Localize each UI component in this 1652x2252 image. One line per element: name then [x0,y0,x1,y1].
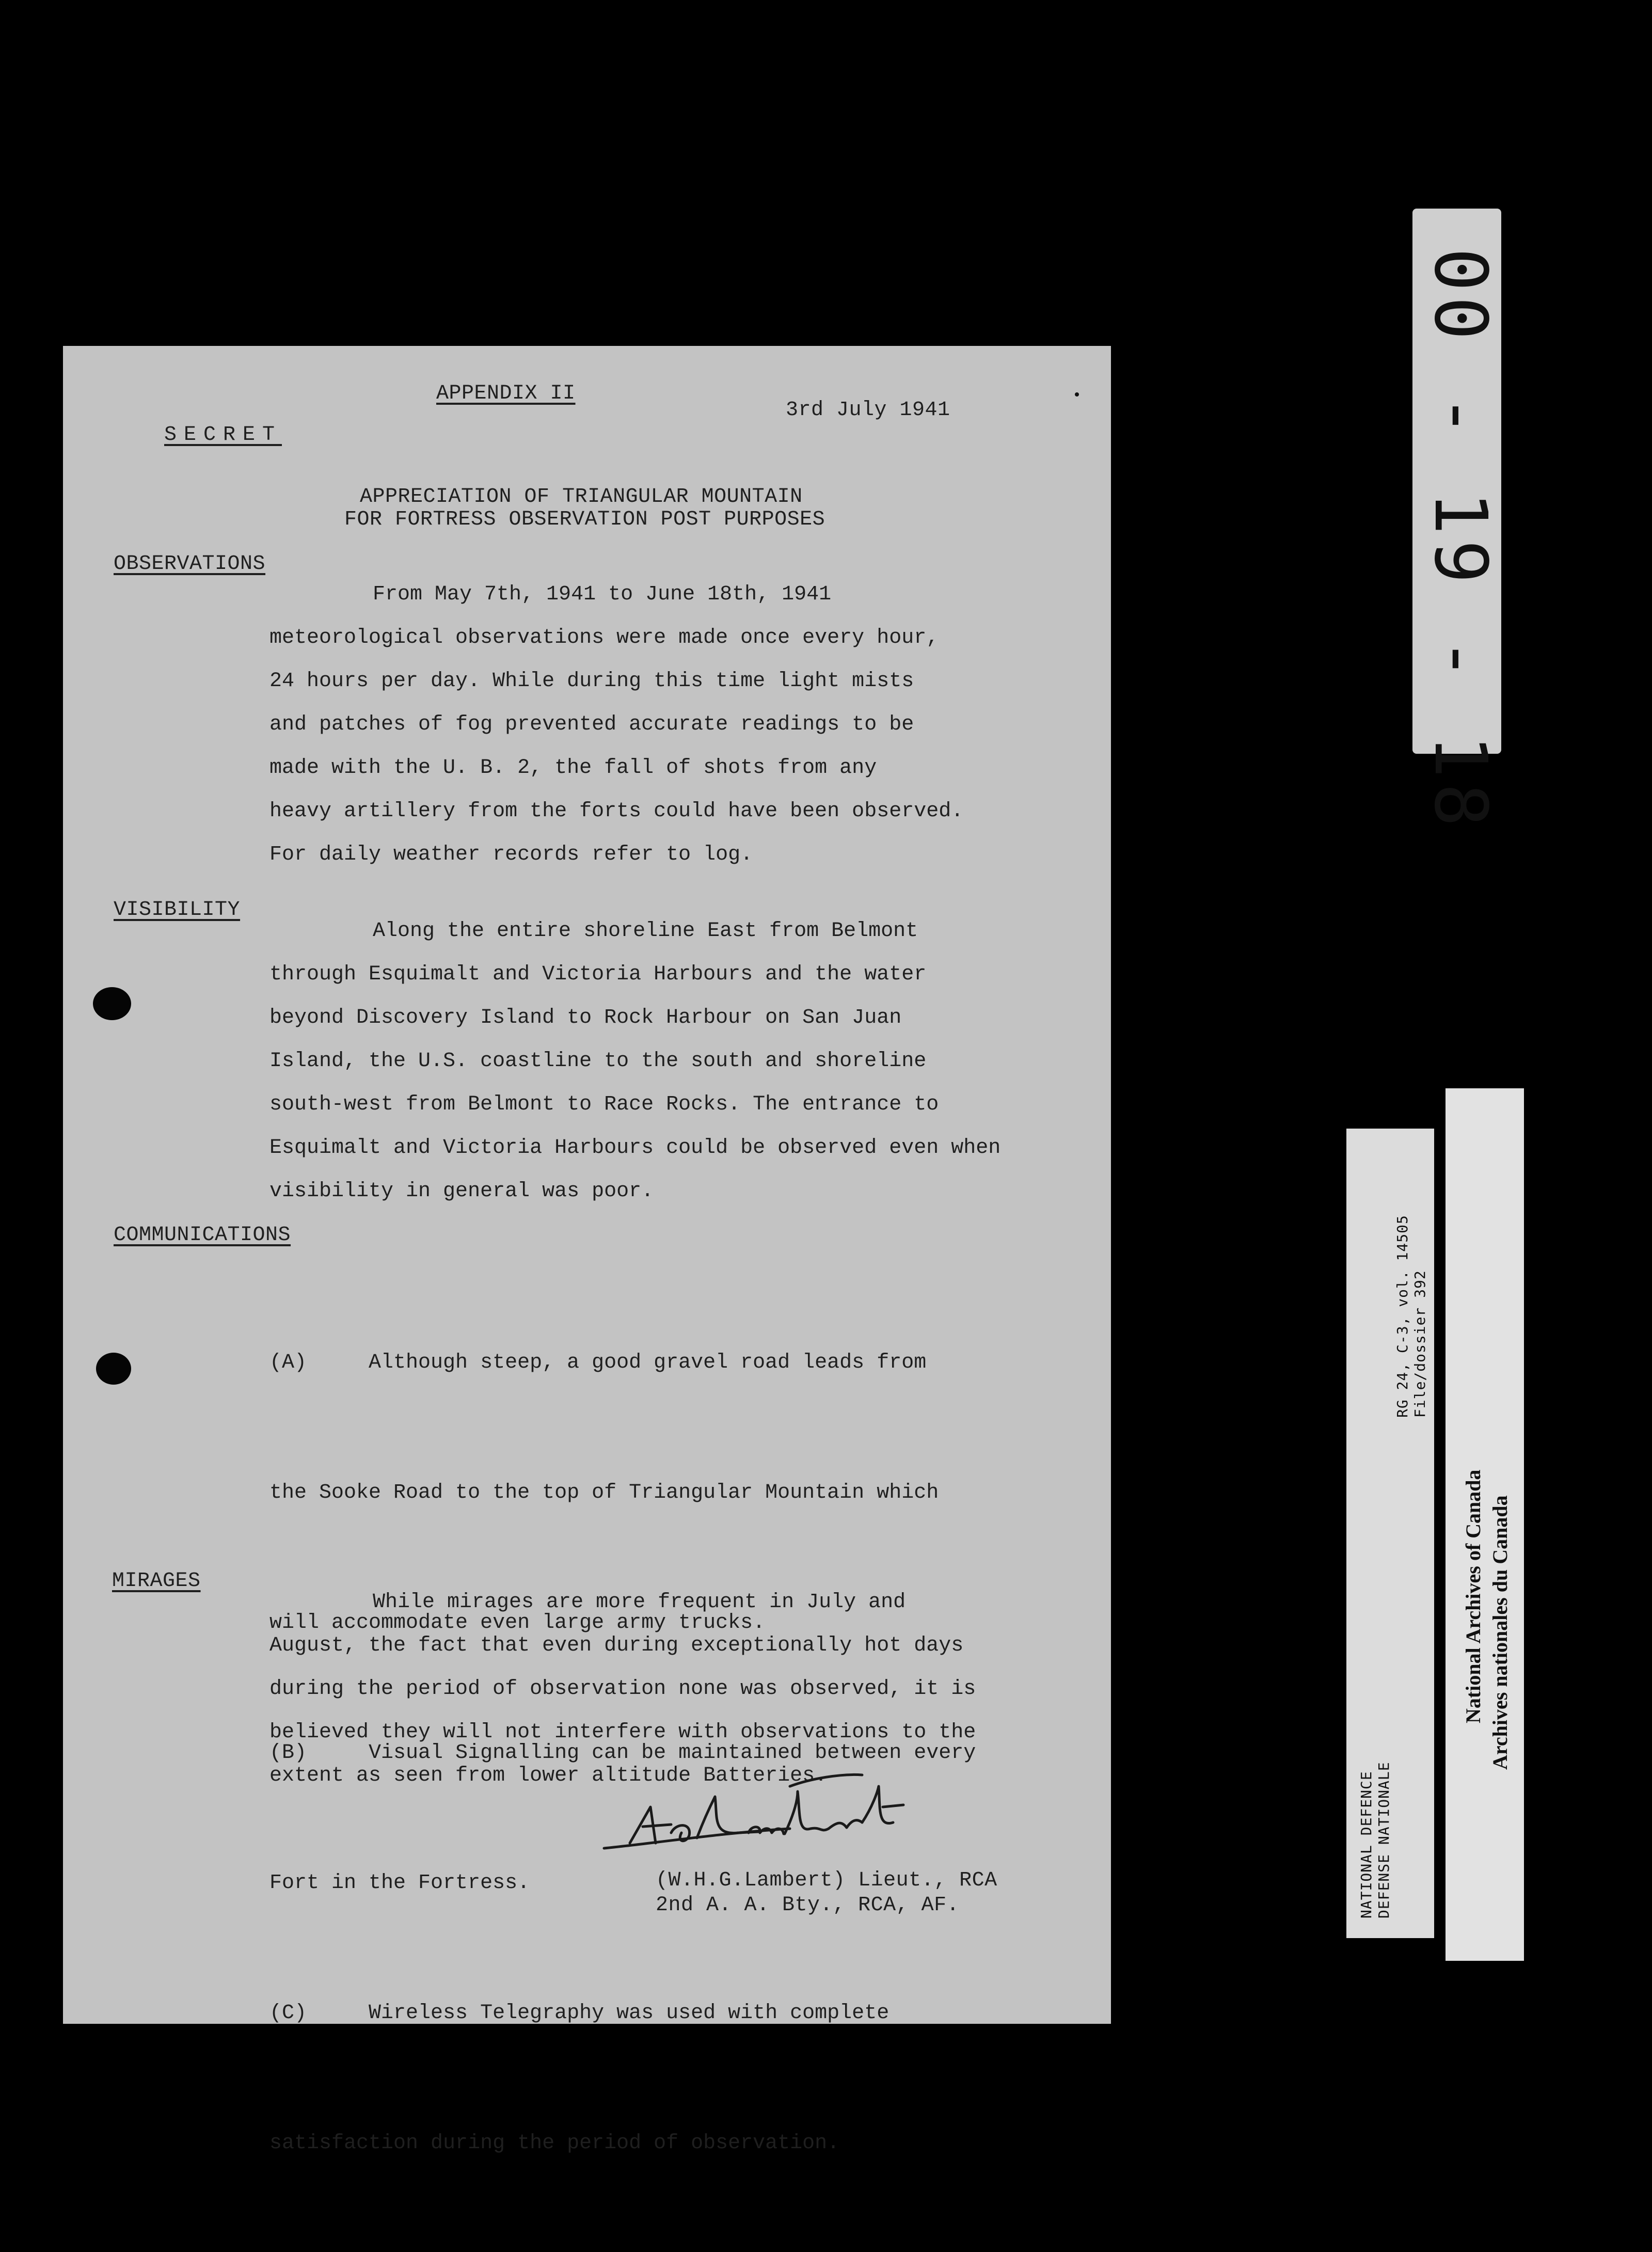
section-observations-text [269,573,1095,877]
department-line1: NATIONAL DEFENCE [1358,1771,1375,1918]
section-mirages-text [269,1581,1095,1798]
paragraph-line: through Esquimalt and Victoria Harbours and the water [269,963,927,986]
classification-marking: SECRET [164,423,282,447]
paragraph-line: and patches of fog prevented accurate readings to be [269,713,914,736]
paragraph-line: (C) Wireless Telegraphy was used with complete [269,2002,889,2025]
section-heading-observations: OBSERVATIONS [114,552,266,576]
paragraph-line: will accommodate even large army trucks. [269,1611,766,1635]
paragraph-line: south-west from Belmont to Race Rocks. The entrance to [269,1093,939,1116]
paragraph-line: beyond Discovery Island to Rock Harbour on San Juan [269,1006,902,1029]
paragraph-line: visibility in general was poor. [269,1180,654,1203]
section-heading-visibility: VISIBILITY [114,898,241,922]
archive-name-en: National Archives of Canada [1462,1469,1485,1723]
paragraph-line: Esquimalt and Victoria Harbours could be observed even when [269,1136,1001,1160]
paragraph-line: 24 hours per day. While during this time light mists [269,670,914,693]
paragraph-line: extent as seen from lower altitude Batteries. [269,1764,828,1787]
paragraph-line: heavy artillery from the forts could have been observed. [269,800,964,823]
archive-name-fr: Archives nationales du Canada [1488,1495,1512,1770]
paragraph-line: the Sooke Road to the top of Triangular Mountain which [269,1481,939,1504]
document-title-line2: FOR FORTRESS OBSERVATION POST PURPOSES [344,508,825,531]
paragraph-line: made with the U. B. 2, the fall of shots from any [269,756,877,780]
paragraph-line: during the period of observation none was observed, it is [269,1677,976,1701]
signature-name-line: (W.H.G.Lambert) Lieut., RCA [656,1869,997,1892]
paragraph-line: satisfaction during the period of observation. [269,2132,840,2155]
paragraph-line: August, the fact that even during exceptionally hot days [269,1634,964,1657]
frame-number: 00 - 19 - 18 [1418,248,1502,832]
paragraph-line: (A) Although steep, a good gravel road leads from [269,1351,927,1374]
archive-reference-line2: File/dossier 392 [1411,1270,1428,1418]
paragraph-line: Island, the U.S. coastline to the south and shoreline [269,1050,927,1073]
document-date: 3rd July 1941 [786,399,950,422]
section-heading-communications: COMMUNICATIONS [114,1224,291,1247]
paragraph-line: For daily weather records refer to log. [269,843,753,866]
archive-reference-line1: RG 24, C-3, vol. 14505 [1394,1215,1411,1418]
section-heading-mirages: MIRAGES [112,1569,201,1593]
appendix-heading: APPENDIX II [436,382,576,405]
paragraph-line: Fort in the Fortress. [269,1872,530,1895]
speck [1075,392,1079,397]
paragraph-line: Along the entire shoreline East from Belmont [373,919,918,943]
document-title-line1: APPRECIATION OF TRIANGULAR MOUNTAIN [360,485,803,509]
archive-institution-label [1446,1088,1524,1961]
paragraph-line: (B) Visual Signalling can be maintained between every [269,1741,976,1765]
section-visibility-text [269,910,1095,1213]
archive-reference-label [1346,1129,1434,1938]
paragraph-line: meteorological observations were made once every hour, [269,626,939,649]
punch-hole-lower [96,1353,131,1385]
signature-unit-line: 2nd A. A. Bty., RCA, AF. [656,1894,960,1917]
paragraph-line: From May 7th, 1941 to June 18th, 1941 [373,583,832,606]
paragraph-line: believed they will not interfere with observations to the [269,1721,976,1744]
handwritten-signature [594,1771,986,1864]
department-line2: DEFENSE NATIONALE [1375,1762,1392,1918]
punch-hole-upper [93,987,131,1020]
paragraph-line: While mirages are more frequent in July and [373,1591,906,1614]
